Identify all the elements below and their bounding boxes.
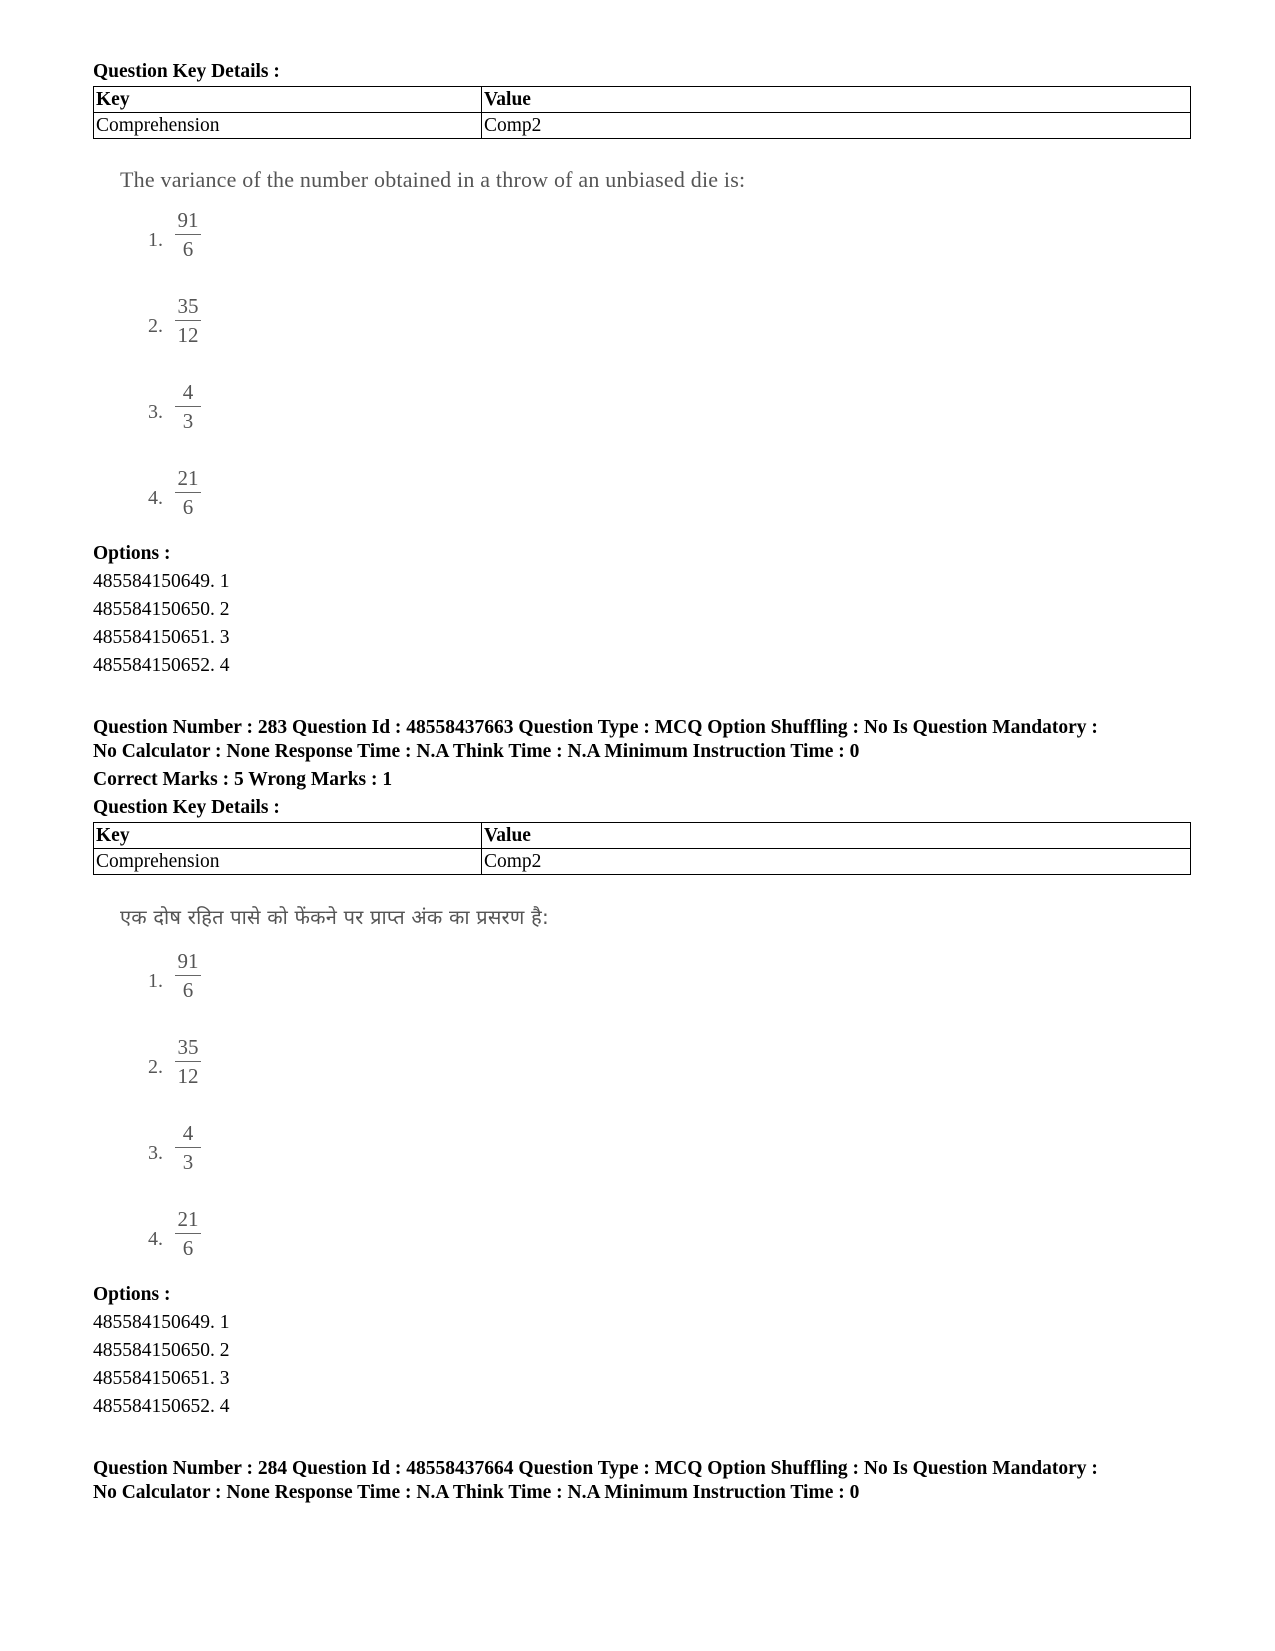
answer-choices — [148, 207, 1193, 525]
fraction-bar — [175, 234, 201, 235]
question-meta — [93, 1457, 1193, 1505]
key-value-table — [93, 86, 1191, 139]
denominator: 3 — [182, 409, 194, 433]
fraction-bar — [175, 975, 201, 976]
table-cell-key: Comprehension — [94, 113, 482, 139]
table-header-row — [94, 87, 1191, 113]
table-header-key: Key — [94, 823, 482, 849]
numerator: 91 — [177, 208, 199, 232]
answer-choice — [148, 207, 1193, 293]
choice-number: 3. — [148, 401, 163, 423]
answer-choice — [148, 948, 1193, 1034]
options-heading: Options : — [93, 1284, 171, 1305]
numerator: 21 — [177, 466, 199, 490]
option-line: 485584150651. 3 — [93, 627, 230, 648]
table-cell-value: Comp2 — [482, 113, 1191, 139]
table-header-value: Value — [482, 823, 1191, 849]
option-line: 485584150650. 2 — [93, 599, 230, 620]
numerator: 91 — [177, 949, 199, 973]
denominator: 12 — [177, 1064, 199, 1088]
option-line: 485584150651. 3 — [93, 1368, 230, 1389]
fraction-bar — [175, 492, 201, 493]
table-row — [94, 113, 1191, 139]
choice-number: 2. — [148, 315, 163, 337]
answer-choice — [148, 379, 1193, 465]
choice-number: 4. — [148, 1228, 163, 1250]
table-cell-key: Comprehension — [94, 849, 482, 875]
answer-choice — [148, 1206, 1193, 1266]
question-meta-line: No Calculator : None Response Time : N.A Think Time : N.A Minimum Instruction Time : 0 — [93, 1482, 860, 1503]
answer-choice — [148, 1120, 1193, 1206]
answer-choice — [148, 293, 1193, 379]
question-meta-line: Question Number : 283 Question Id : 48558437663 Question Type : MCQ Option Shuffling : No Is Question Mandatory : — [93, 717, 1098, 738]
fraction — [175, 207, 201, 262]
option-line: 485584150649. 1 — [93, 571, 230, 592]
fraction — [175, 293, 201, 348]
table-header-key: Key — [94, 87, 482, 113]
fraction — [175, 379, 201, 434]
numerator: 35 — [177, 1035, 199, 1059]
answer-choices — [148, 948, 1193, 1266]
marks-line: Correct Marks : 5 Wrong Marks : 1 — [93, 769, 393, 790]
numerator: 21 — [177, 1207, 199, 1231]
question-meta-line: Question Number : 284 Question Id : 48558437664 Question Type : MCQ Option Shuffling : No Is Question Mandatory : — [93, 1458, 1098, 1479]
fraction — [175, 1034, 201, 1089]
key-details-heading: Question Key Details : — [93, 797, 280, 818]
table-header-row — [94, 823, 1191, 849]
table-cell-value: Comp2 — [482, 849, 1191, 875]
fraction-bar — [175, 1147, 201, 1148]
answer-choice — [148, 465, 1193, 525]
denominator: 12 — [177, 323, 199, 347]
table-header-value: Value — [482, 87, 1191, 113]
choice-number: 1. — [148, 970, 163, 992]
numerator: 35 — [177, 294, 199, 318]
choice-number: 1. — [148, 229, 163, 251]
options-heading: Options : — [93, 543, 171, 564]
table-row — [94, 849, 1191, 875]
denominator: 6 — [182, 495, 194, 519]
fraction-bar — [175, 320, 201, 321]
denominator: 6 — [182, 978, 194, 1002]
option-line: 485584150652. 4 — [93, 655, 230, 676]
answer-choice — [148, 1034, 1193, 1120]
option-line: 485584150649. 1 — [93, 1312, 230, 1333]
choice-number: 3. — [148, 1142, 163, 1164]
numerator: 4 — [182, 380, 194, 404]
choice-number: 2. — [148, 1056, 163, 1078]
option-line: 485584150652. 4 — [93, 1396, 230, 1417]
fraction — [175, 948, 201, 1003]
question-meta — [93, 716, 1193, 764]
fraction — [175, 465, 201, 520]
question-text: The variance of the number obtained in a throw of an unbiased die is: — [120, 167, 746, 192]
document-page — [93, 58, 1193, 1505]
denominator: 6 — [182, 237, 194, 261]
key-details-heading: Question Key Details : — [93, 61, 280, 82]
question-meta-line: No Calculator : None Response Time : N.A Think Time : N.A Minimum Instruction Time : 0 — [93, 741, 860, 762]
denominator: 3 — [182, 1150, 194, 1174]
denominator: 6 — [182, 1236, 194, 1260]
fraction — [175, 1206, 201, 1261]
question-text: एक दोष रहित पासे को फेंकने पर प्राप्त अंक का प्रसरण है: — [120, 905, 549, 929]
fraction — [175, 1120, 201, 1175]
choice-number: 4. — [148, 487, 163, 509]
option-line: 485584150650. 2 — [93, 1340, 230, 1361]
fraction-bar — [175, 1061, 201, 1062]
key-value-table — [93, 822, 1191, 875]
fraction-bar — [175, 406, 201, 407]
numerator: 4 — [182, 1121, 194, 1145]
fraction-bar — [175, 1233, 201, 1234]
